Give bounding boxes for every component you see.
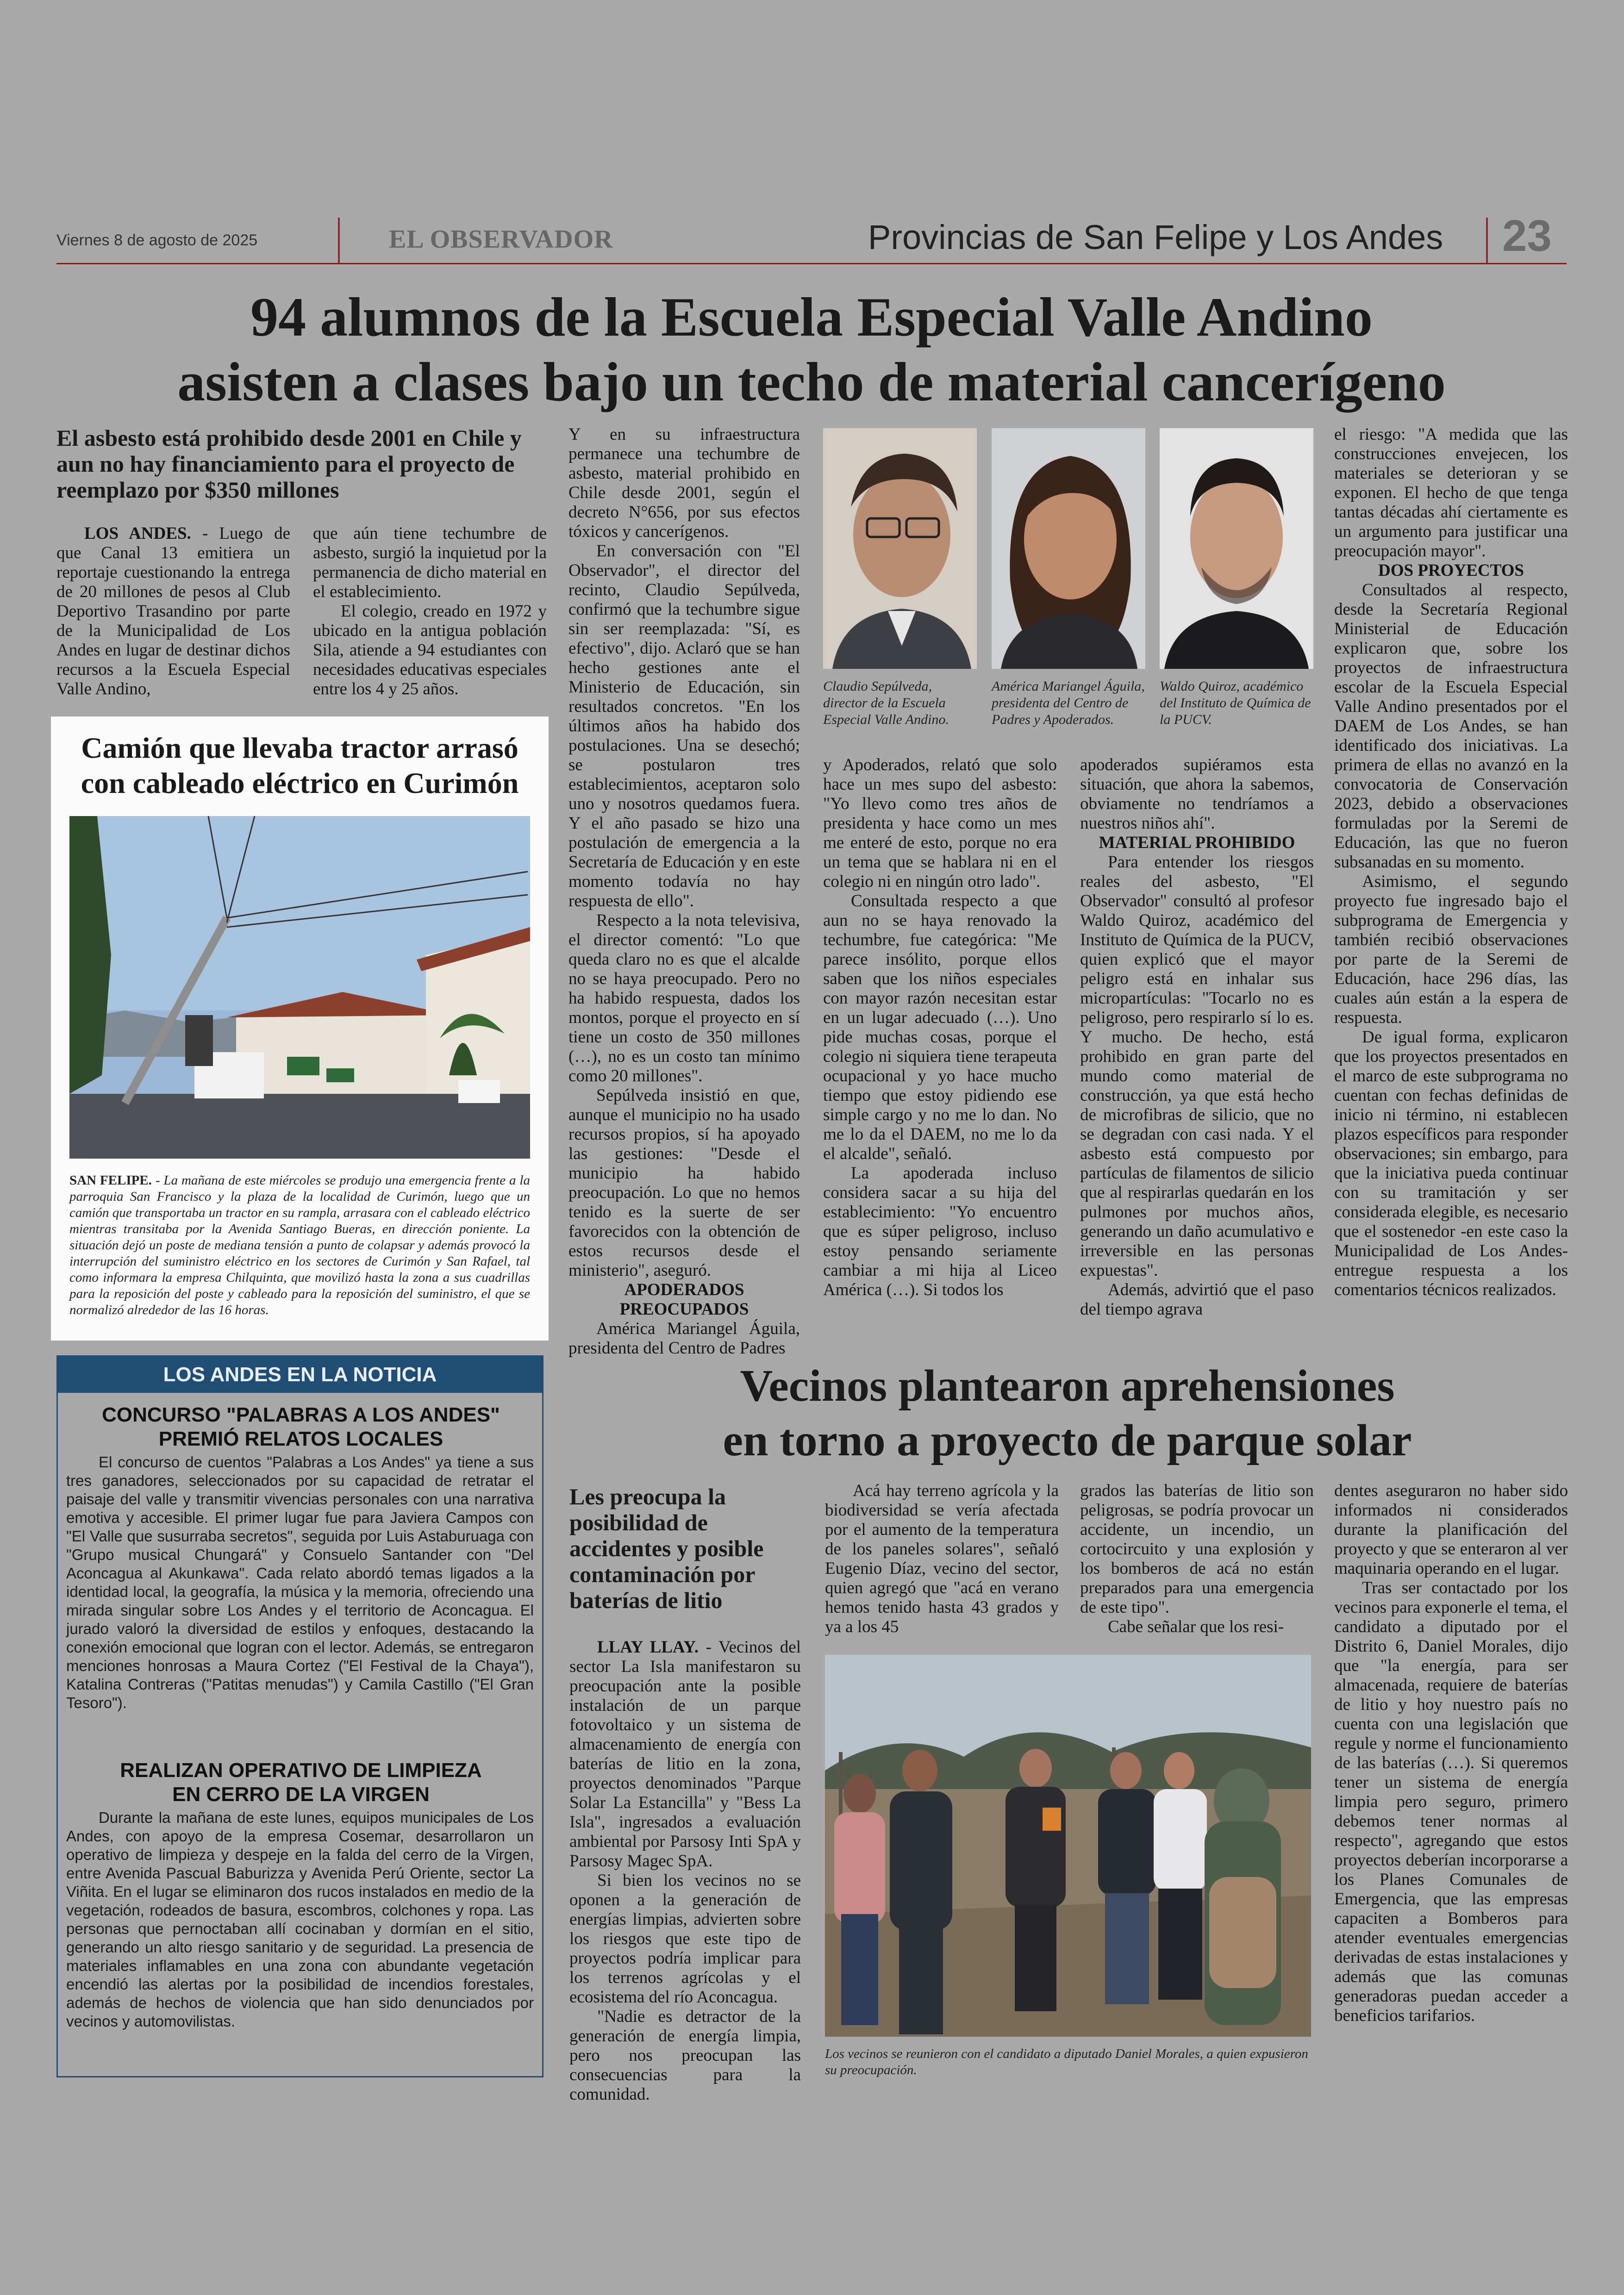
masthead: EL OBSERVADOR [389,225,613,254]
curimon-photo-image [69,816,530,1159]
subhead-material-prohibido: MATERIAL PROHIBIDO [1099,833,1295,852]
portrait-america-mariangel [992,428,1145,669]
noticia-item2-title: REALIZAN OPERATIVO DE LIMPIEZA EN CERRO DE LA VIRGEN [120,1759,482,1806]
main-col3-p3: Respecto a la nota televisiva, el director comentó: "Lo que queda claro no es que el alcalde no se haya preocupado. Pero no ha habido respuesta, dados los montos, porque el proyecto en sí tiene un costo de 350 millones (…), no es un costo tan mínimo como 20 millones". [568,911,800,1085]
main-headline-line-2: asisten a clases bajo un techo de material cancerígeno [177,351,1446,412]
main-lead-col-2 [313,524,547,699]
solar-headline [568,1359,1566,1468]
main-col4-p1: y Apoderados, relató que solo hace un mes supo del asbesto: "Yo llevo como tres años de presidenta y hace como un mes me enteré de esto, porque no era un tema que se hablara ni en el colegio ni en ningún otro lado". [823,755,1057,891]
curimon-caption-text: - La mañana de este miércoles se produjo una emergencia frente a la parroquia San Francisco y la plaza de la localidad de Curimón, luego que un camión que transportaba un tractor en su rampla, arrasara con el cableado eléctrico mientras transitaba por la Avenida Santiago Bueras, en dirección poniente. La situación dejó un poste de mediana tensión a punto de colapsar y además provocó la interrupción del suministro eléctrico en los sectores de Curimón y San Rafael, tal como informara la empresa Chilquinta, que movilizó hasta la zona a sus cuadrillas para la reposición del poste y cableado para la reposición del suministro, el que se normalizó alrededor de las 16 horas. [69,1173,530,1317]
subhead-apoderados: APODERADOS PREOCUPADOS [619,1280,749,1319]
curimon-photo [69,816,530,1159]
header-divider-left [338,218,340,264]
solar-col3-p1: grados las baterías de litio son peligrosas, se podría provocar un accidente, un incendio, un cortocircuito y una explosión y los bomberos de acá no están preparados para una emergencia de este tipo". [1080,1481,1314,1617]
portrait-caption-2: América Mariangel Águila, presidenta del Centro de Padres y Apoderados. [992,679,1145,727]
solar-col1-p1: - Vecinos del sector La Isla manifestaron su preocupación ante la posible instalación de un parque fotovoltaico y un sistema de almacenamiento de energía con baterías de litio en la zona, proyectos denominados "Parque Solar La Estancilla" y "Bess La Isla", ingresados a evaluación ambiental por Parsosy Inti SpA y Parsosy Magec SpA. [569,1638,801,1871]
portrait-image [992,428,1145,669]
solar-photo-caption: Los vecinos se reunieron con el candidato a diputado Daniel Morales, a quien expusieron su preocupación. [825,2046,1308,2077]
solar-deck: Les preocupa la posibilidad de accidentes y posible contaminación por baterías de litio [569,1484,764,1613]
solar-photo-image [825,1655,1311,2037]
noticia-item1-title: CONCURSO "PALABRAS A LOS ANDES" PREMIÓ RELATOS LOCALES [102,1403,500,1450]
solar-col-3 [1080,1481,1314,1637]
main-col-5 [1080,755,1314,1319]
main-col4-p2: Consultada respecto a que aun no se haya renovado la techumbre, fue categórica: "Me parece insólito, porque ellos saben que los niños especiales con mayor razón necesitan estar en un lugar adecuado (…). Uno pide muchas cosas, porque el colegio ni siquiera tiene terapeuta ocupacional y yo hace mucho tiempo que estoy pidiendo ese simple cargo y no me lo dan. No me lo da el DAEM, no me lo da el alcalde", señaló. [823,892,1057,1163]
main-col6-p3: Asimismo, el segundo proyecto fue ingresado bajo el subprograma de Emergencia y también recibió observaciones por parte de la Seremi de Educación, hace 296 días, las cuales aún están a la espera de respuesta. [1334,872,1568,1027]
noticia-item2-body: Durante la mañana de este lunes, equipos municipales de Los Andes, con apoyo de la empresa Cosemar, desarrollaron un operativo de limpieza y despeje en la falda del cerro de la Virgen, entre Avenida Pascual Baburizza y Avenida Perú Oriente, sector La Viñita. En el lugar se eliminaron dos rucos instalados en medio de la vegetación, rodeados de basura, escombros, colchones y ropa. Las personas que pernoctaban allí cocinaban y dormían en el sitio, generando un alto riesgo sanitario y de seguridad. La presencia de materiales inflamables en una zona con abundante vegetación encendió las alertas por la posibilidad de incendios forestales, además de hechos de violencia que han sido denunciados por vecinos y automovilistas. [66,1809,534,2030]
solar-col2-p1: Acá hay terreno agrícola y la biodiversidad se vería afectada por el aumento de la temperatura de los paneles solares", señaló Eugenio Díaz, vecino del sector, quien agregó que "acá en verano hemos tenido hasta 43 grados y ya a los 45 [825,1481,1059,1636]
main-headline [56,285,1567,414]
main-col3-p4: Sepúlveda insistió en que, aunque el municipio no ha usado recursos propios, sí ha apoyado las gestiones: "Desde el municipio ha habido preocupación. Lo que no hemos tenido es la suerte de ser favorecidos con la obtención de estos recursos desde el ministerio", aseguró. [568,1086,800,1280]
portrait-image [1160,428,1313,669]
curimon-headline: Camión que llevaba tractor arrasó con cableado eléctrico en Curimón [81,731,519,799]
solar-col-1 [569,1638,801,2104]
curimon-caption [69,1172,530,1318]
main-lead-col-1 [56,524,290,699]
header-rule [56,263,1567,264]
main-col3-p1: Y en su infraestructura permanece una techumbre de asbesto, material prohibido en Chile desde 2001, según el decreto N°656, por sus efectos tóxicos y cancerígenos. [568,425,800,541]
noticia-item1-body: El concurso de cuentos "Palabras a Los Andes" ya tiene a sus tres ganadores, seleccionados por su capacidad de retratar el paisaje del valle y transmitir vivencias personales con una narrativa emotiva y accesible. El primer lugar fue para Javiera Campos con "El Valle que susurraba secretos", seguida por Luis Astaburuaga con "Grupo musical Chungará" y Consuelo Santander con "Del Aconcagua al Akunkawa". Cada relato abordó temas ligados a la identidad local, la geografía, la música y la memoria, ofreciendo una mirada singular sobre Los Andes y el territorio de Aconcagua. El jurado valoró la diversidad de estilos y enfoques, destacando la conexión emocional que logran con el lector. Además, se entregaron menciones honrosas a Maura Cortez ("El Festival de la Chaya"), Katalina Contreras ("Patitas menudas") y Camila Castillo ("El Gran Tesoro"). [66,1453,534,1711]
main-col5-p1: apoderados supiéramos esta situación, que ahora la sabemos, obviamente no tendríamos a nuestros niños ahí". [1080,755,1314,833]
main-col6-p2: Consultados al respecto, desde la Secretaría Regional Ministerial de Educación explicaron que, sobre los proyectos de infraestructura escolar de la Escuela Especial Valle Andino presentados por el DAEM de Los Andes, se han identificado dos iniciativas. La primera de ellas no avanzó en la convocatoria de Conservación 2023, debido a observaciones formuladas por la Seremi de Educación, las que no fueron subsanadas en su momento. [1334,580,1568,872]
solar-headline-line-1: Vecinos plantearon aprehensiones [740,1361,1395,1411]
main-col3-p2: En conversación con "El Observador", el director del recinto, Claudio Sepúlveda, confirmó que la techumbre sigue sin ser reemplazada: "Sí, es efectivo", dijo. Aclaró que se han hecho gestiones ante el Ministerio de Educación, sin resultados concretos. "En los últimos años ha habido dos postulaciones. Una se desechó; se postularon tres establecimientos, aceptaron solo uno y nosotros quedamos fuera. Y el año pasado se hizo una postulación de emergencia a la Secretaría de Educación y en este momento todavía no hay respuesta de ello". [568,542,800,911]
main-col-4 [823,755,1057,1300]
main-col-6 [1334,425,1568,1300]
page-number: 23 [1502,211,1552,261]
solar-col-2 [825,1481,1059,1637]
portrait-caption-1: Claudio Sepúlveda, director de la Escuela Especial Valle Andino. [823,679,949,727]
solar-col3-p2: Cabe señalar que los resi- [1108,1617,1284,1636]
portrait-waldo-quiroz [1160,428,1313,669]
solar-col1-p3: "Nadie es detractor de la generación de energía limpia, pero nos preocupan las consecuencias para la comunidad. [569,2007,801,2104]
main-dateline: LOS ANDES. [84,524,191,543]
portrait-image [823,428,977,669]
main-col6-p1: el riesgo: "A medida que las construcciones envejecen, los materiales se deterioran y se exponen. El hecho de que tenga tantas décadas ahí ciertamente es un argumento para justificar una preocupación mayor". [1334,425,1568,561]
solar-col4-p1: dentes aseguraron no haber sido informados ni considerados durante la planificación del proyecto y que se enteraron al ver maquinaria operando en el lugar. [1334,1481,1568,1578]
curimon-dateline: SAN FELIPE. [69,1173,152,1188]
solar-col4-p2: Tras ser contactado por los vecinos para exponerle el tema, el candidato a diputado por el Distrito 6, Daniel Morales, dijo que "la energía, para ser almacenada, requiere de baterías de litio y hoy nuestro país no cuenta con una legislación que regule y norme el funcionamiento de las baterías (…). Si queremos tener un sistema de energía limpia pero seguro, primero debemos tener normas al respecto", agregando que estos proyectos deberían incorporarse a los Planes Comunales de Emergencia, que las empresas capaciten a Bomberos para atender eventuales emergencias derivadas de estas instalaciones y además que las comunas generadoras puedan acceder a beneficios tarifarios. [1334,1578,1568,2025]
section-title: Provincias de San Felipe y Los Andes [868,218,1443,256]
solar-dateline: LLAY LLAY. [597,1638,699,1657]
issue-date: Viernes 8 de agosto de 2025 [56,231,258,249]
header-divider-right [1486,218,1488,264]
portrait-claudio-sepulveda [823,428,977,669]
noticia-box [56,1355,543,2077]
solar-col1-p2: Si bien los vecinos no se oponen a la generación de energías limpias, advierten sobre los riesgos que este tipo de proyectos podría implicar para los terrenos agrícolas y el ecosistema del río Aconcagua. [569,1871,801,2007]
noticia-header: LOS ANDES EN LA NOTICIA [58,1357,542,1393]
curimon-box [51,717,549,1341]
main-lead-text-3: El colegio, creado en 1972 y ubicado en la antigua población Sila, atiende a 94 estudiantes con necesidades educativas especiales entre los 4 y 25 años. [313,602,547,698]
main-col4-p3: La apoderada incluso considera sacar a su hija del establecimiento: "Yo encuentro que es súper peligroso, incluso estoy pensando seriamente cambiar a mi hija al Liceo América (…). Si todos los [823,1164,1057,1299]
main-col6-p4: De igual forma, explicaron que los proyectos presentados en el marco de este subprograma no cuentan con fechas definidas de inicio ni término, ni establecen plazos específicos para responder observaciones; sin embargo, para que la iniciativa pueda continuar con su tramitación y ser considerada elegible, es necesario que el sostenedor -en este caso la Municipalidad de Los Andes- entregue respuesta a los comentarios técnicos realizados. [1334,1028,1568,1299]
main-lead-text-1: - Luego de que Canal 13 emitiera un reportaje cuestionando la entrega de 20 millones de pesos al Club Deportivo Trasandino por parte de la Municipalidad de Los Andes en lugar de destinar dichos recursos a la Escuela Especial Valle Andino, [56,524,290,698]
main-col-3 [568,425,800,1358]
portrait-caption-3: Waldo Quiroz, académico del Instituto de Química de la PUCV. [1160,679,1311,727]
main-col3-p5: América Mariangel Águila, presidenta del Centro de Padres [568,1319,800,1358]
solar-photo [825,1655,1311,2037]
solar-headline-line-2: en torno a proyecto de parque solar [723,1416,1412,1466]
main-deck: El asbesto está prohibido desde 2001 en Chile y aun no hay financiamiento para el proyecto de reemplazo por $350 millones [56,425,522,503]
solar-col-4 [1334,1481,1568,2026]
main-lead-text-2: que aún tiene techumbre de asbesto, surgió la inquietud por la permanencia de dicho material en el establecimiento. [313,524,547,601]
main-col5-p2: Para entender los riesgos reales del asbesto, "El Observador" consultó al profesor Waldo Quiroz, académico del Instituto de Química de la PUCV, quien explicó que el mayor peligro está en inhalar sus micropartículas: "Tocarlo no es peligroso, pero respirarlo sí lo es. Y mucho. De hecho, está prohibido en gran parte del mundo como material de construcción, ya que está hecho de microfibras de silicio, que no se degradan con casi nada. Y el asbesto está compuesto por partículas de filamentos de silicio que al respirarlas quedarán en los pulmones por muchos años, generando un daño acumulativo e irreversible en las personas expuestas". [1080,853,1314,1280]
subhead-dos-proyectos: DOS PROYECTOS [1378,561,1524,580]
main-headline-line-1: 94 alumnos de la Escuela Especial Valle Andino [250,286,1373,348]
main-col5-p3: Además, advirtió que el paso del tiempo agrava [1080,1280,1314,1319]
